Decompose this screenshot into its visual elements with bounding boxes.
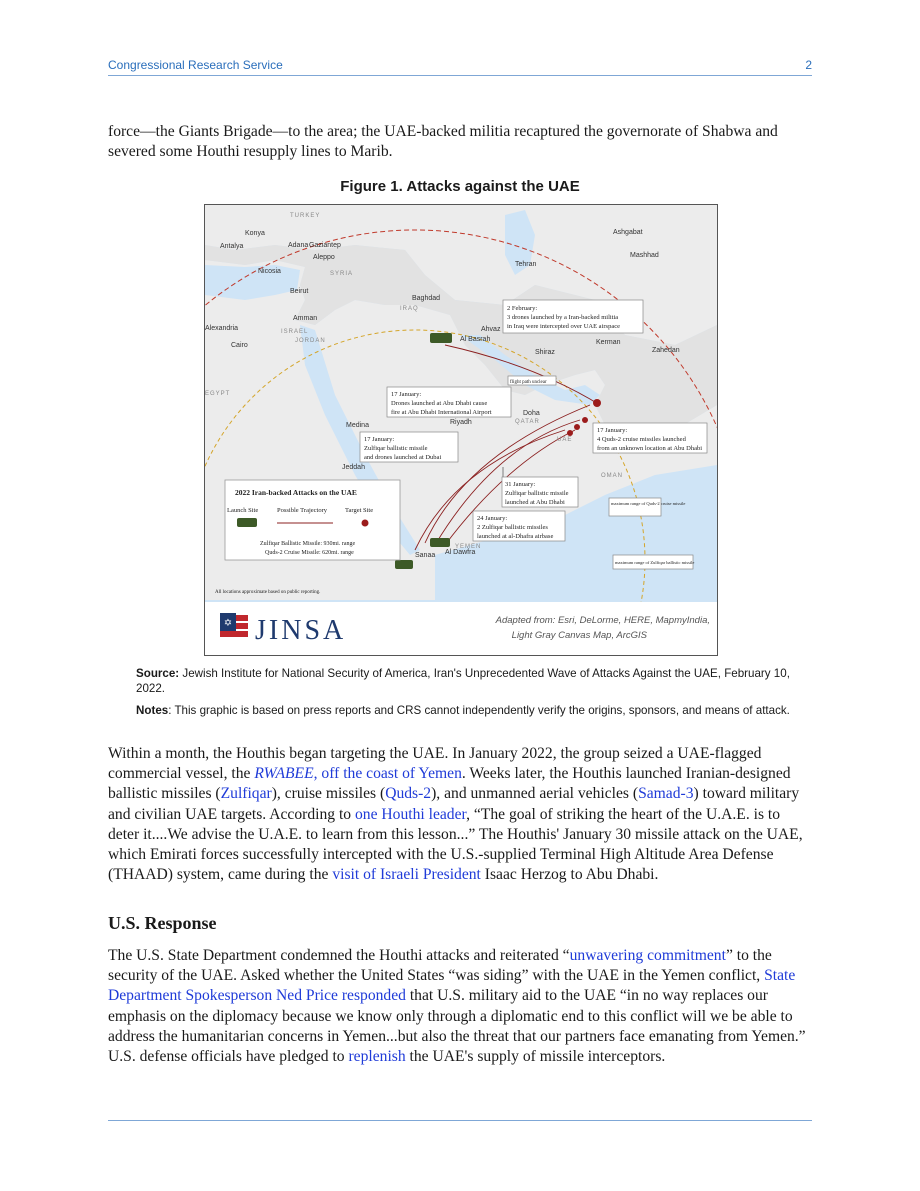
map-label: SYRIA xyxy=(330,271,354,277)
range-quds-label: maximum range of Quds-2 cruise missile xyxy=(611,501,686,506)
map-label: Jeddah xyxy=(342,464,365,471)
map-label: Konya xyxy=(245,230,265,237)
note-jan-17-airport xyxy=(387,387,511,417)
svg-text:fire at Abu Dhabi Internationa: fire at Abu Dhabi International Airport xyxy=(391,409,492,416)
running-header xyxy=(108,58,812,76)
svg-text:Zulfiqar ballistic missile: Zulfiqar ballistic missile xyxy=(364,445,428,452)
map-label: ISRAEL xyxy=(281,329,309,335)
map-label: Cairo xyxy=(231,342,248,349)
map-label: Al Basrah xyxy=(460,336,491,343)
header-source: Congressional Research Service xyxy=(108,58,283,72)
svg-text:17 January:: 17 January: xyxy=(364,436,395,443)
figure-title: Figure 1. Attacks against the UAE xyxy=(340,178,580,195)
map-credit-1: Adapted from: Esri, DeLorme, HERE, MapmyIndia, xyxy=(495,615,710,626)
map-label: QATAR xyxy=(515,419,540,425)
map-footnote: All locations approximate based on public reporting. xyxy=(215,590,321,595)
map-label: Shiraz xyxy=(535,349,555,356)
map-label: YEMEN xyxy=(455,544,482,550)
paragraph-houthi-attacks: Within a month, the Houthis began targeting the UAE. In January 2022, the group seized a UAE-flagged commercial vessel, the RWABEE, off the coast of Yemen. Weeks later, the Houthis launched Iranian-designed ballistic missiles (Zulfiqar), cruise missiles (Quds-2), and unmanned aerial vehicles (Samad-3) toward military and civilian UAE targets. According to one Houthi leader, “The goal of striking the heart of the U.A.E. is to deter it....We advise the U.A.E. to learn from this lesson...” The Houthis' January 30 missile attack on the UAE, which Emirati forces successfully intercepted with the U.S.-supplied Terminal High Altitude Area Defense (THAAD) system, came during the visit of Israeli President Isaac Herzog to Abu Dhabi. xyxy=(108,745,803,884)
svg-text:launched at Abu Dhabi: launched at Abu Dhabi xyxy=(505,499,565,506)
figure-notes: Notes: This graphic is based on press reports and CRS cannot independently verify the origins, sponsors, and means of attack. xyxy=(136,704,790,717)
map-label: UAE xyxy=(557,437,573,443)
map-label: Aleppo xyxy=(313,254,335,261)
map-label: OMAN xyxy=(601,473,623,479)
svg-text:17 January:: 17 January: xyxy=(391,391,422,398)
map-label: TURKEY xyxy=(290,213,321,219)
map-label: Kerman xyxy=(596,339,621,346)
svg-text:3 drones launched by a Iran-ba: 3 drones launched by a Iran-backed militia xyxy=(507,314,619,321)
svg-text:2022 Iran-backed Attacks on th: 2022 Iran-backed Attacks on the UAE xyxy=(235,488,357,497)
map-label: Alexandria xyxy=(205,325,239,332)
note-jan-17-quds xyxy=(593,423,707,453)
link-zulfiqar[interactable]: Zulfiqar xyxy=(220,785,272,803)
page-number: 2 xyxy=(805,58,812,72)
svg-text:Quds-2 Cruise Missile: 620mi.: Quds-2 Cruise Missile: 620mi. range xyxy=(265,550,354,556)
flight-path-label: flight path unclear xyxy=(510,380,547,385)
svg-text:Possible Trajectory: Possible Trajectory xyxy=(277,507,328,514)
link-israeli-president-visit[interactable]: visit of Israeli President xyxy=(332,866,481,884)
svg-text:Zulfiqar ballistic missile: Zulfiqar ballistic missile xyxy=(505,490,569,497)
map-label: EGYPT xyxy=(205,391,231,397)
figure-source: Source: Jewish Institute for National Security of America, Iran's Unprecedented Wave of Attacks Against the UAE, February 10, 2022. xyxy=(136,667,790,695)
map-label: Zahedan xyxy=(652,347,680,354)
map-label: Tehran xyxy=(515,261,537,268)
note-feb-2 xyxy=(503,300,643,333)
note-jan-17-dubai xyxy=(360,432,458,462)
svg-text:4 Quds-2 cruise missiles launc: 4 Quds-2 cruise missiles launched xyxy=(597,436,686,443)
map-label: Doha xyxy=(523,410,540,417)
map-credit-2: Light Gray Canvas Map, ArcGIS xyxy=(511,630,647,641)
link-quds-2[interactable]: Quds-2 xyxy=(385,785,432,803)
map-label: JORDAN xyxy=(295,338,326,344)
map-label: Gaziantep xyxy=(309,242,341,249)
section-heading: U.S. Response xyxy=(108,913,217,933)
link-samad-3[interactable]: Samad-3 xyxy=(638,785,694,803)
svg-text:✡: ✡ xyxy=(223,618,233,629)
link-replenish[interactable]: replenish xyxy=(348,1048,406,1066)
map-graphic xyxy=(205,205,717,655)
map-label: Adana xyxy=(288,242,309,249)
map-label: IRAQ xyxy=(400,306,419,312)
map-label: Beirut xyxy=(290,288,309,295)
paragraph-intro: force—the Giants Brigade—to the area; the UAE-backed militia recaptured the governorate of Shabwa and severed some Houthi resupply lines to Marib. xyxy=(108,123,778,161)
map-label: Antalya xyxy=(220,243,244,250)
link-rwabee[interactable]: RWABEE, off the coast of Yemen xyxy=(254,765,462,783)
map-label: Mashhad xyxy=(630,252,659,259)
map-label: Riyadh xyxy=(450,419,472,426)
svg-text:31 January:: 31 January: xyxy=(505,481,536,488)
svg-text:Drones launched at Abu Dhabi c: Drones launched at Abu Dhabi cause xyxy=(391,400,488,407)
map-label: Ahvaz xyxy=(481,326,501,333)
svg-text:2 February:: 2 February: xyxy=(507,305,538,312)
link-unwavering-commitment[interactable]: unwavering commitment xyxy=(569,947,726,964)
footer-rule xyxy=(108,1120,812,1121)
svg-text:launched at al-Dhafra airbase: launched at al-Dhafra airbase xyxy=(477,533,554,540)
note-jan-31 xyxy=(502,477,578,507)
map-figure xyxy=(204,204,718,656)
svg-text:17 January:: 17 January: xyxy=(597,427,628,434)
svg-text:Launch Site: Launch Site xyxy=(227,507,259,514)
map-label: Amman xyxy=(293,315,318,322)
paragraph-us-response: The U.S. State Department condemned the Houthi attacks and reiterated “unwavering commitment” to the security of the UAE. Asked whether the United States “was siding” with the UAE in the Yemen conflict, State Department Spokesperson Ned Price responded that U.S. military aid to the UAE “in no way replaces our emphasis on the diplomacy because we know only through a diplomatic end to this conflict will we be able to address the humanitarian concerns in Yemen...but also the threat that our partners face emanating from Yemen.” U.S. defense officials have pledged to replenish the UAE's supply of missile interceptors. xyxy=(108,947,806,1066)
map-label: Nicosia xyxy=(258,268,281,275)
map-label: Medina xyxy=(346,422,369,429)
map-label: Baghdad xyxy=(412,295,441,302)
svg-text:Target Site: Target Site xyxy=(345,507,374,514)
link-houthi-leader[interactable]: one Houthi leader xyxy=(355,805,467,823)
map-label: Ashgabat xyxy=(613,229,643,236)
map-label: Al Dawfra xyxy=(445,549,476,556)
svg-text:JINSA: JINSA xyxy=(255,615,347,646)
svg-text:2 Zulfiqar ballistic missiles: 2 Zulfiqar ballistic missiles xyxy=(477,524,548,531)
map-label: Sanaa xyxy=(415,552,436,559)
header-rule xyxy=(108,75,812,76)
link-ned-price[interactable]: State Department Spokesperson Ned Price responded xyxy=(108,967,796,1005)
svg-text:Zulfiqar Ballistic Missile: 93: Zulfiqar Ballistic Missile: 930mi. range xyxy=(260,541,356,547)
svg-text:and drones launched at Dubai: and drones launched at Dubai xyxy=(364,454,442,461)
svg-text:from an unknown location at Ab: from an unknown location at Abu Dhabi xyxy=(597,445,703,452)
range-zulfiqar-label: maximum range of Zulfiqar ballistic missile xyxy=(615,560,695,565)
note-jan-24 xyxy=(473,511,565,541)
svg-text:in Iraq were intercepted over: in Iraq were intercepted over UAE airspace xyxy=(507,323,620,330)
map-legend xyxy=(225,480,400,560)
svg-text:24 January:: 24 January: xyxy=(477,515,508,522)
